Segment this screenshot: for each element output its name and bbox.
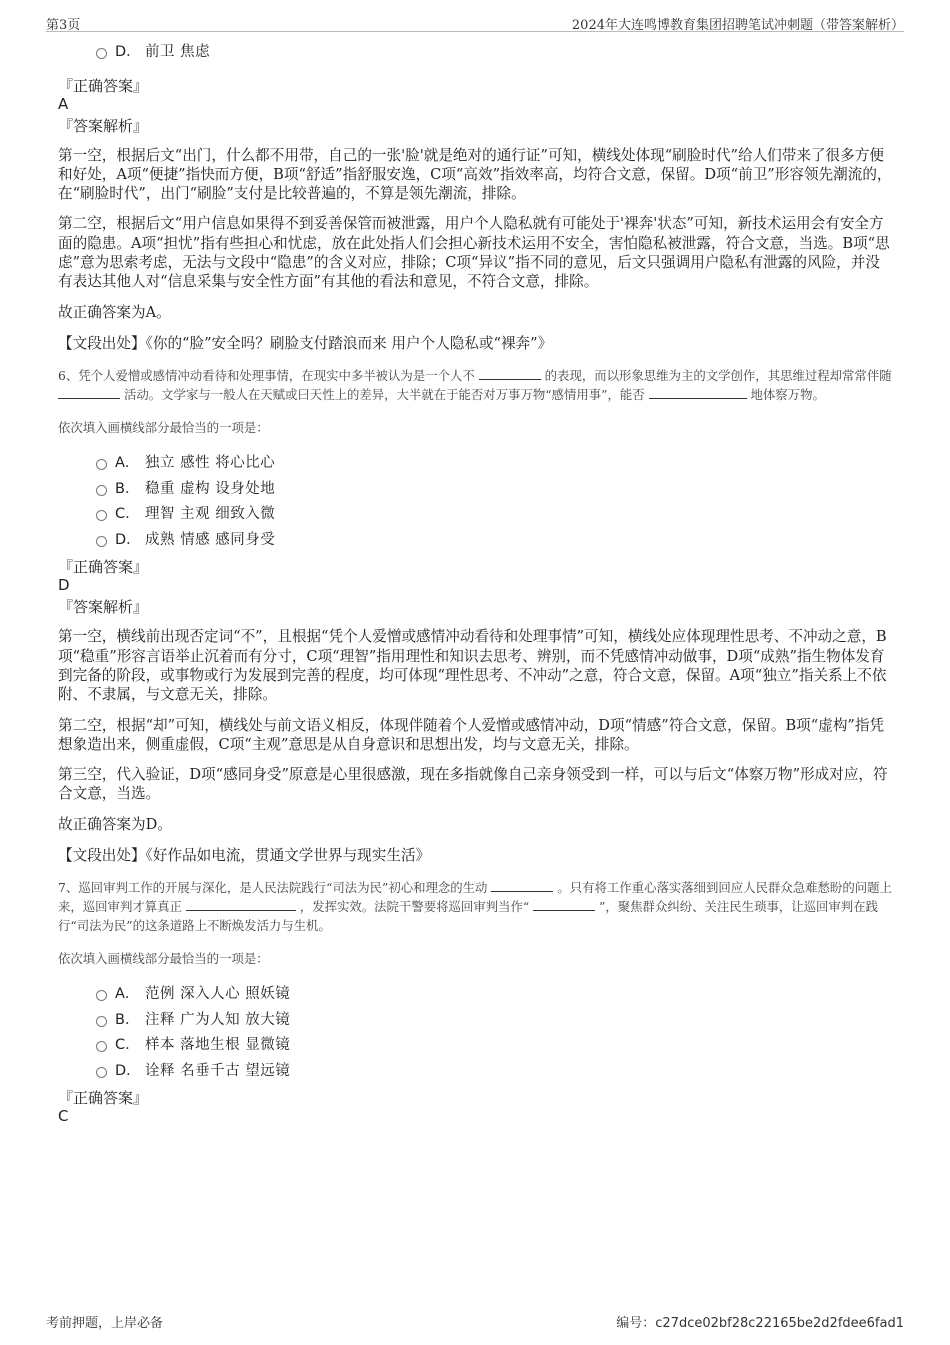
radio-button-icon[interactable] <box>96 510 107 521</box>
option-letter: A． <box>115 986 140 1003</box>
option-letter: A． <box>115 454 140 471</box>
option-text: 样本 落地生根 显微镜 <box>145 1037 291 1054</box>
passage-source: 【文段出处】《你的“脸”安全吗？刷脸支付踏浪而来 用户个人隐私或“裸奔”》 <box>58 334 553 352</box>
option-d[interactable] <box>58 528 894 554</box>
option-d[interactable] <box>58 40 894 66</box>
option-letter: C． <box>115 506 140 523</box>
analysis-paragraph: 第二空，根据“却”可知，横线处与前文语义相反，体现伴随着个人爱憎或感情冲动，D项“情感”符合文意，保留。B项“虚构”指凭想象造出来，侧重虚假，C项“主观”意思是从自身意识和思想出发，均与文意无关，排除。 <box>58 716 885 753</box>
radio-button-icon[interactable] <box>96 485 107 496</box>
question-instruction: 依次填入画横线部分最恰当的一项是： <box>58 419 269 435</box>
option-b[interactable] <box>58 477 894 503</box>
page-number: 第3页 <box>46 18 81 33</box>
option-d[interactable] <box>58 1059 894 1085</box>
answer-blank <box>533 898 595 911</box>
radio-button-icon[interactable] <box>96 1067 107 1078</box>
option-c[interactable] <box>58 502 894 528</box>
radio-button-icon[interactable] <box>96 459 107 470</box>
analysis-paragraph: 第二空，根据后文“用户信息如果得不到妥善保管而被泄露，用户个人隐私就有可能处于'裸奔'状态”可知，新技术运用会有安全方面的隐患。A项“担忧”指有些担心和忧虑，放在此处指人们会担心新技术运用不安全，害怕隐私被泄露，符合文意，当选。B项“思虑”意为思索考虑，无法与文段中“隐患”的含义对应，排除；C项“异议”指不同的意见，后文只强调用户隐私有泄露的风险，并没有表达其他人对“信息采集与安全性方面”有其他的看法和意见，不符合文意，排除。 <box>58 215 890 291</box>
page-header <box>46 10 904 32</box>
option-text: 注释 广为人知 放大镜 <box>145 1011 291 1028</box>
radio-button-icon[interactable] <box>96 1016 107 1027</box>
footer-slogan: 考前押题，上岸必备 <box>46 1316 164 1331</box>
page-content <box>58 40 894 1124</box>
option-letter: D． <box>115 1062 141 1079</box>
correct-answer-label: 『正确答案』 <box>58 76 149 95</box>
answer-blank <box>186 898 296 911</box>
option-letter: B． <box>115 1011 140 1028</box>
answer-blank <box>479 367 541 380</box>
code-value: c27dce02bf28c22165be2d2fdee6fad1 <box>655 1316 904 1331</box>
correct-answer-label: 『正确答案』 <box>58 1089 149 1108</box>
header-divider <box>46 31 904 32</box>
option-text: 范例 深入人心 照妖镜 <box>145 986 291 1003</box>
analysis-conclusion: 故正确答案为A。 <box>58 303 171 321</box>
option-b[interactable] <box>58 1008 894 1034</box>
answer-blank <box>491 879 553 892</box>
radio-button-icon[interactable] <box>96 1041 107 1052</box>
correct-answer-label: 『正确答案』 <box>58 558 149 577</box>
option-text: 稳重 虚构 设身处地 <box>145 480 276 497</box>
option-text: 理智 主观 细致入微 <box>145 506 276 523</box>
correct-answer: A <box>58 94 69 113</box>
document-code <box>616 1312 904 1331</box>
radio-button-icon[interactable] <box>96 536 107 547</box>
option-letter: C． <box>115 1037 140 1054</box>
option-text: 独立 感性 将心比心 <box>145 454 276 471</box>
question-instruction: 依次填入画横线部分最恰当的一项是： <box>58 951 269 967</box>
analysis-paragraph: 第一空，根据后文“出门，什么都不用带，自己的一张'脸'就是绝对的通行证”可知，横线处体现“刷脸时代”给人们带来了很多方便和好处，A项“便捷”指快而方便，B项“舒适”指舒服安逸，C项“高效”指效率高，均符合文意，保留。D项“前卫”形容领先潮流的，在“刷脸时代”，出门“刷脸”支付是比较普遍的，不算是领先潮流，排除。 <box>58 146 892 203</box>
correct-answer: C <box>58 1107 69 1126</box>
analysis-conclusion: 故正确答案为D。 <box>58 815 172 833</box>
question-7-stem: 7、巡回审判工作的开展与深化，是人民法院践行“司法为民”初心和理念的生动 。只有将工作重心落实落细到回应人民群众急难愁盼的问题上来，巡回审判才算真正 ，发挥实效。法院干警要将巡回审判当作“ ”，聚焦群众纠纷、关注民生琐事，让巡回审判在践行“司法为民”的这条道路上不断焕发活力与生机。 <box>58 880 892 934</box>
question-6-stem: 6、凭个人爱憎或感情冲动看待和处理事情，在现实中多半被认为是一个人不 的表现，而以形象思维为主的文学创作，其思维过程却常常伴随 活动。文学家与一般人在天赋或曰天性上的差异，大半就在于能否对万事万物“感情用事”，能否 地体察万物。 <box>58 367 892 402</box>
analysis-label: 『答案解析』 <box>58 116 149 135</box>
option-c[interactable] <box>58 1033 894 1059</box>
option-a[interactable] <box>58 982 894 1008</box>
option-letter: B． <box>115 480 140 497</box>
document-title: 2024年大连鸣博教育集团招聘笔试冲刺题（带答案解析） <box>571 18 904 33</box>
radio-button-icon[interactable] <box>96 990 107 1001</box>
analysis-label: 『答案解析』 <box>58 598 149 617</box>
option-text: 前卫 焦虑 <box>145 44 211 60</box>
option-a[interactable] <box>58 451 894 477</box>
correct-answer: D <box>58 576 70 595</box>
option-text: 诠释 名垂千古 望远镜 <box>145 1062 291 1079</box>
passage-source: 【文段出处】《好作品如电流，贯通文学世界与现实生活》 <box>58 847 431 865</box>
radio-button-icon[interactable] <box>96 48 107 59</box>
option-letter: D． <box>115 531 141 548</box>
code-label: 编号： <box>616 1316 656 1331</box>
analysis-paragraph: 第一空，横线前出现否定词“不”，且根据“凭个人爱憎或感情冲动看待和处理事情”可知，横线处应体现理性思考、不冲动之意，B项“稳重”形容言语举止沉着而有分寸，C项“理智”指用理性和知识去思考、辨别，而不凭感情冲动做事，D项“成熟”指生物体发育到完备的阶段，或事物或行为发展到完善的程度，均可体现“理性思考、不冲动”之意，符合文意，保留。A项“独立”指关系上不依附、不隶属，与文意无关，排除。 <box>58 628 887 704</box>
option-letter: D． <box>115 44 141 60</box>
option-text: 成熟 情感 感同身受 <box>145 531 276 548</box>
analysis-paragraph: 第三空，代入验证，D项“感同身受”原意是心里很感激，现在多指就像自己亲身领受到一样，可以与后文“体察万物”形成对应，符合文意，当选。 <box>58 766 888 803</box>
answer-blank <box>649 386 747 399</box>
answer-blank <box>58 386 120 399</box>
